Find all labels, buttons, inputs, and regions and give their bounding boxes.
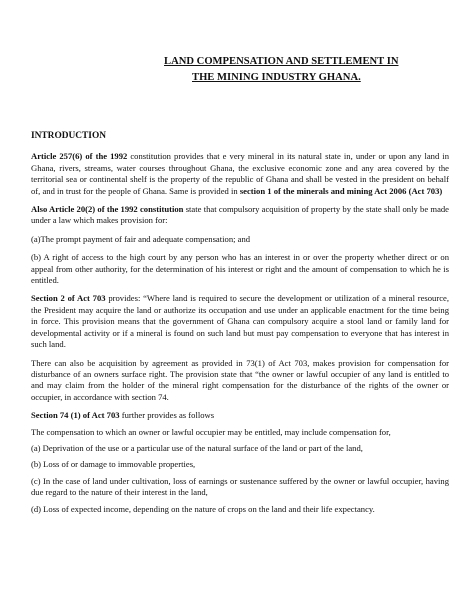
paragraph-text: constitution provides that e very mineral in its natural state in, under or upon any land in Ghana, rivers, streams, water courses throughout Ghana, the exclusive economic zone and any area covered by the territorial sea or continental shelf is the property of the republic of Ghana and shall be vested in the president on behalf of, and in trust for the people of Ghana. Same is provided in — [31, 151, 449, 196]
paragraph-text: provides: “Where land is required to secure the development or utilization of a mineral resource, the President may acquire the land or authorize its occupation and use under an applicable enactment for the time being in force. This provision means that the government of Ghana can compulsory acquire a stool land or family land for developmental activity or if a mineral is found on such land but must pay compensation to everyone that has interest in such land. — [31, 293, 449, 350]
compensation-item-a: (a) Deprivation of the use or a particular use of the natural surface of the land or part of the land, — [31, 442, 363, 453]
list-item-b: (b) A right of access to the high court by any person who has an interest in or over the property whether direct or on appeal from other authority, for the determination of his interest or right and the amount of compensation to which he is entitled. — [31, 252, 449, 286]
compensation-item-d: (d) Loss of expected income, depending on the nature of crops on the land and their life expectancy. — [31, 503, 375, 514]
paragraph-article-257 — [31, 151, 449, 197]
paragraph-text: state that compulsory acquisition of property by the state shall only be made under a law which makes provision for: — [31, 204, 449, 226]
paragraph-acquisition-agreement: There can also be acquisition by agreement as provided in 73(1) of Act 703, makes provision for compensation for disturbance of an owners surface right. The provision state that “the owner or lawful occupier of any land is entitled to and may claim from the holder of the mineral right compensation for the disturbance of the rights of the owner or occupier, in accordance with section 74. — [31, 357, 449, 402]
paragraph-trailing-bold: section 1 of the minerals and mining Act 2006 (Act 703) — [239, 185, 443, 196]
title-line-1: LAND COMPENSATION AND SETTLEMENT IN — [164, 56, 399, 67]
paragraph-article-20 — [31, 204, 449, 227]
paragraph-compensation-intro: The compensation to which an owner or lawful occupier may be entitled, may include compensation for, — [31, 426, 391, 437]
paragraph-section-2 — [31, 293, 449, 350]
section-heading-introduction: INTRODUCTION — [31, 131, 107, 141]
paragraph-lead-bold: Also Article 20(2) of the 1992 constitution — [31, 204, 184, 215]
paragraph-text: further provides as follows — [119, 410, 215, 421]
compensation-item-c: (c) In the case of land under cultivation, loss of earnings or sustenance suffered by the owner or lawful occupier, having due regard to the nature of their interest in the land, — [31, 475, 449, 498]
document-body — [31, 131, 449, 520]
paragraph-lead-bold: Article 257(6) of the 1992 — [31, 151, 128, 162]
list-item-a: (a)The prompt payment of fair and adequate compensation; and — [31, 233, 251, 244]
paragraph-lead-bold: Section 74 (1) of Act 703 — [31, 410, 120, 421]
document-title — [164, 54, 424, 85]
compensation-item-b: (b) Loss of or damage to immovable properties, — [31, 459, 196, 470]
paragraph-lead-bold: Section 2 of Act 703 — [31, 293, 106, 304]
title-line-2: THE MINING INDUSTRY GHANA. — [192, 71, 361, 83]
paragraph-section-74 — [31, 410, 449, 421]
